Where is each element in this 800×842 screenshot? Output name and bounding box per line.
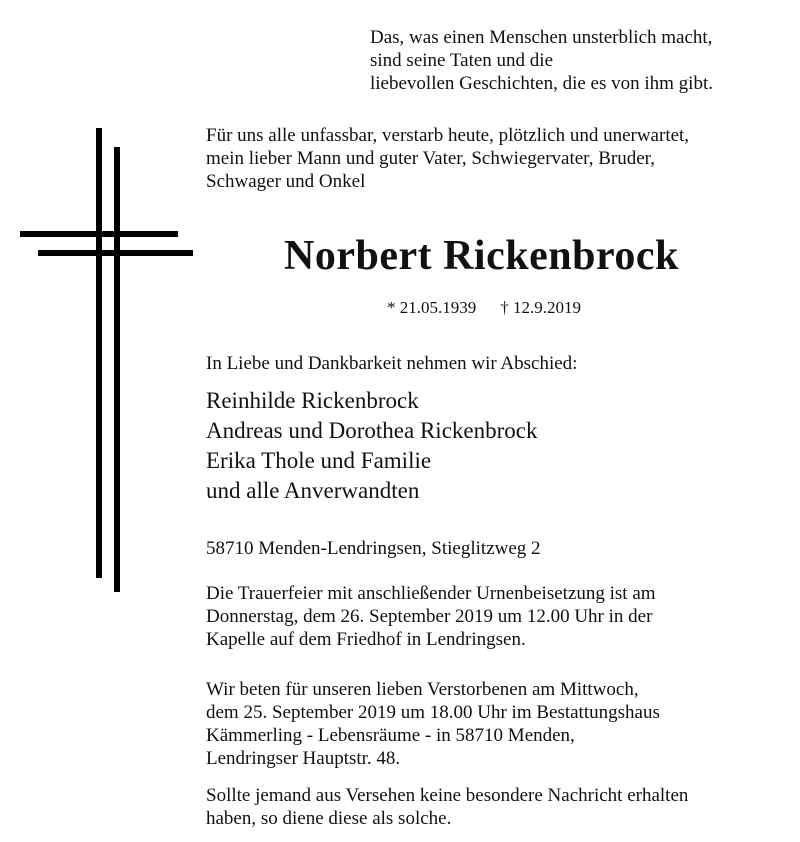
funeral-line: Donnerstag, dem 26. September 2019 um 12.00 Uhr in der: [206, 606, 653, 627]
mourners-list: [206, 386, 537, 506]
cross-vertical-right: [114, 147, 120, 592]
death-date: † 12.9.2019: [500, 298, 581, 317]
announcement-line: Für uns alle unfassbar, verstarb heute, plötzlich und unerwartet,: [206, 125, 690, 146]
prayer-line: Lendringser Hauptstr. 48.: [206, 748, 401, 769]
quote-line: liebevollen Geschichten, die es von ihm gibt.: [370, 73, 713, 94]
mourner-name: Reinhilde Rickenbrock: [206, 388, 419, 413]
cross-horizontal-top: [20, 231, 178, 237]
prayer-line: Kämmerling - Lebensräume - in 58710 Menden,: [206, 725, 575, 746]
notice-line: haben, so diene diese als solche.: [206, 808, 452, 829]
life-dates: [387, 298, 581, 318]
mourner-name: Andreas und Dorothea Rickenbrock: [206, 418, 538, 443]
quote-line: sind seine Taten und die: [370, 50, 554, 71]
funeral-line: Die Trauerfeier mit anschließender Urnenbeisetzung ist am: [206, 583, 656, 604]
mourner-name: und alle Anverwandten: [206, 478, 420, 503]
announcement-line: mein lieber Mann und guter Vater, Schwiegervater, Bruder,: [206, 148, 655, 169]
notice-line: Sollte jemand aus Versehen keine besondere Nachricht erhalten: [206, 785, 689, 806]
quote-line: Das, was einen Menschen unsterblich macht,: [370, 27, 713, 48]
notice-text: [206, 784, 688, 830]
death-announcement: [206, 124, 689, 193]
memorial-quote: [370, 26, 713, 95]
prayer-info: [206, 678, 660, 770]
funeral-info: [206, 582, 656, 651]
prayer-line: dem 25. September 2019 um 18.00 Uhr im Bestattungshaus: [206, 702, 660, 723]
funeral-line: Kapelle auf dem Friedhof in Lendringsen.: [206, 629, 526, 650]
prayer-line: Wir beten für unseren lieben Verstorbenen am Mittwoch,: [206, 679, 639, 700]
birth-date: * 21.05.1939: [387, 298, 477, 317]
cross-vertical-left: [96, 128, 102, 578]
cross-horizontal-bottom: [38, 250, 193, 256]
announcement-line: Schwager und Onkel: [206, 171, 366, 192]
farewell-line: In Liebe und Dankbarkeit nehmen wir Abschied:: [206, 353, 578, 374]
deceased-name: Norbert Rickenbrock: [284, 233, 679, 279]
family-address: 58710 Menden-Lendringsen, Stieglitzweg 2: [206, 538, 541, 559]
mourner-name: Erika Thole und Familie: [206, 448, 432, 473]
